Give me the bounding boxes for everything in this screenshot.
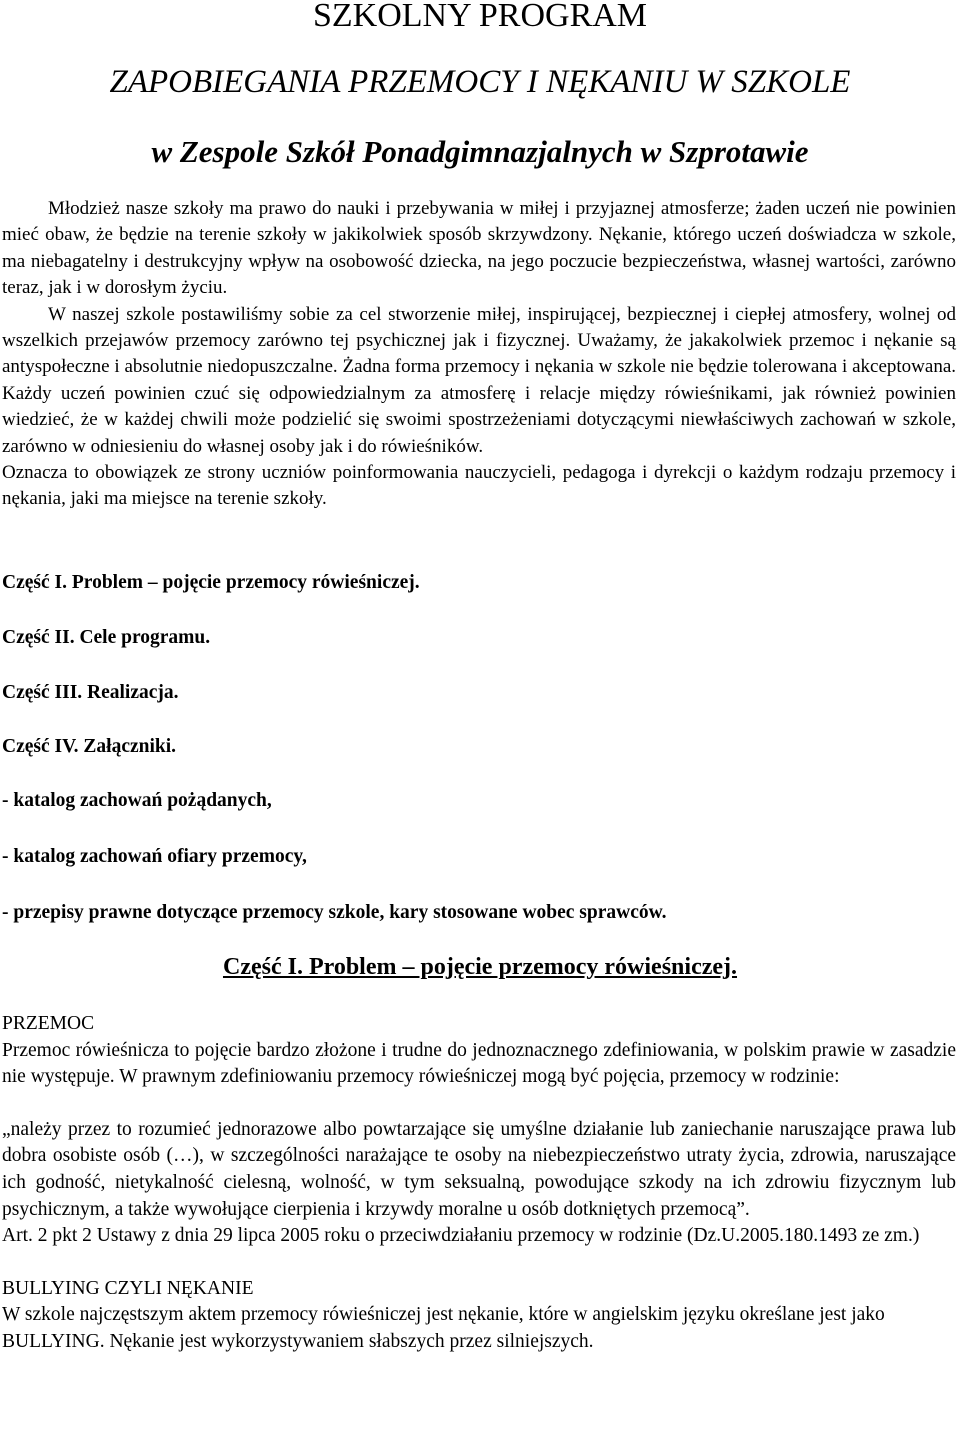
toc-attachment-2: - katalog zachowań ofiary przemocy,: [2, 846, 307, 867]
intro-paragraph-2: W naszej szkole postawiliśmy sobie za cel stworzenie miłej, inspirującej, bezpiecznej i ciepłej atmosfery, wolnej od wszelkich przejawów przemocy zarówno tej psychicznej jak i fizycznej. Uważamy, że jakakolwiek przemoc i nękanie są antyspołeczne i absolutnie niedopuszczalne. Żadna forma przemocy i nękania w szkole nie będzie tolerowana i akceptowana. Każdy uczeń powinien czuć się odpowiedzialnym za atmosferę i relacje między rówieśnikami, jak również powinien wiedzieć, że w każdej chwili może podzielić się swoimi spostrzeżeniami dotyczącymi niewłaściwych zachowań w szkole, zarówno w odniesieniu do własnej osoby jak i do rówieśników.: [2, 303, 956, 457]
introduction: [2, 196, 956, 513]
spacer: [2, 1091, 956, 1117]
toc-part-3: Część III. Realizacja.: [2, 682, 179, 703]
intro-paragraph-3: Oznacza to obowiązek ze strony uczniów poinformowania nauczycieli, pedagoga i dyrekcji o każdym rodzaju przemocy i nękania, jaki ma miejsce na terenie szkoły.: [2, 462, 956, 510]
toc-attachment-1: - katalog zachowań pożądanych,: [2, 790, 272, 811]
subheading-bullying: BULLYING CZYLI NĘKANIE: [2, 1277, 254, 1299]
intro-paragraph-1: Młodzież nasze szkoły ma prawo do nauki i przebywania w miłej i przyjaznej atmosferze; żaden uczeń nie powinien mieć obaw, że będzie na terenie szkoły w jakikolwiek sposób skrzywdzony. Nękanie, którego uczeń doświadcza w szkole, ma niebagatelny i destrukcyjny wpływ na osobowość dziecka, na jego poczucie bezpieczeństwa, własnej wartości, zarówno teraz, jak i w dorosłym życiu.: [2, 198, 956, 299]
program-subtitle: ZAPOBIEGANIA PRZEMOCY I NĘKANIU W SZKOLE: [109, 64, 851, 100]
spacer: [2, 1250, 956, 1276]
school-name: w Zespole Szkół Ponadgimnazjalnych w Szprotawie: [151, 134, 809, 169]
program-title: SZKOLNY PROGRAM: [312, 0, 648, 34]
section-1-heading: Część I. Problem – pojęcie przemocy rówieśniczej.: [222, 954, 738, 980]
toc-part-1: Część I. Problem – pojęcie przemocy rówieśniczej.: [2, 572, 420, 593]
legal-quote: „należy przez to rozumieć jednorazowe albo powtarzające się umyślne działanie lub zaniechanie naruszające prawa lub dobra osobiste osób (…), w szczególności narażające te osoby na niebezpieczeństwo utraty życia, zdrowia, naruszające ich godność, nietykalność cielesną, wolność, w tym seksualną, powodujące szkody na ich zdrowiu fizycznym lub psychicznym, a także wywołujące cierpienia i krzywdy moralne u osób dotkniętych przemocą”.: [2, 1118, 956, 1220]
toc-part-2: Część II. Cele programu.: [2, 627, 211, 648]
section-1-paragraph-2: W szkole najczęstszym aktem przemocy rówieśniczej jest nękanie, które w angielskim języku określane jest jako BULLYING. Nękanie jest wykorzystywaniem słabszych przez silniejszych.: [2, 1304, 885, 1352]
legal-citation: Art. 2 pkt 2 Ustawy z dnia 29 lipca 2005 roku o przeciwdziałaniu przemocy w rodzinie (Dz.U.2005.180.1493 ze zm.): [2, 1225, 920, 1247]
section-1-paragraph-1: Przemoc rówieśnicza to pojęcie bardzo złożone i trudne do jednoznacznego zdefiniowania, w polskim prawie w zasadzie nie występuje. W prawnym zdefiniowaniu przemocy rówieśniczej mogą być pojęcia, przemocy w rodzinie:: [2, 1039, 956, 1088]
toc-attachment-3: - przepisy prawne dotyczące przemocy szkole, kary stosowane wobec sprawców.: [2, 902, 667, 923]
section-1-body: [2, 1011, 956, 1356]
subheading-przemoc: PRZEMOC: [2, 1013, 95, 1034]
toc-part-4: Część IV. Załączniki.: [2, 736, 177, 757]
